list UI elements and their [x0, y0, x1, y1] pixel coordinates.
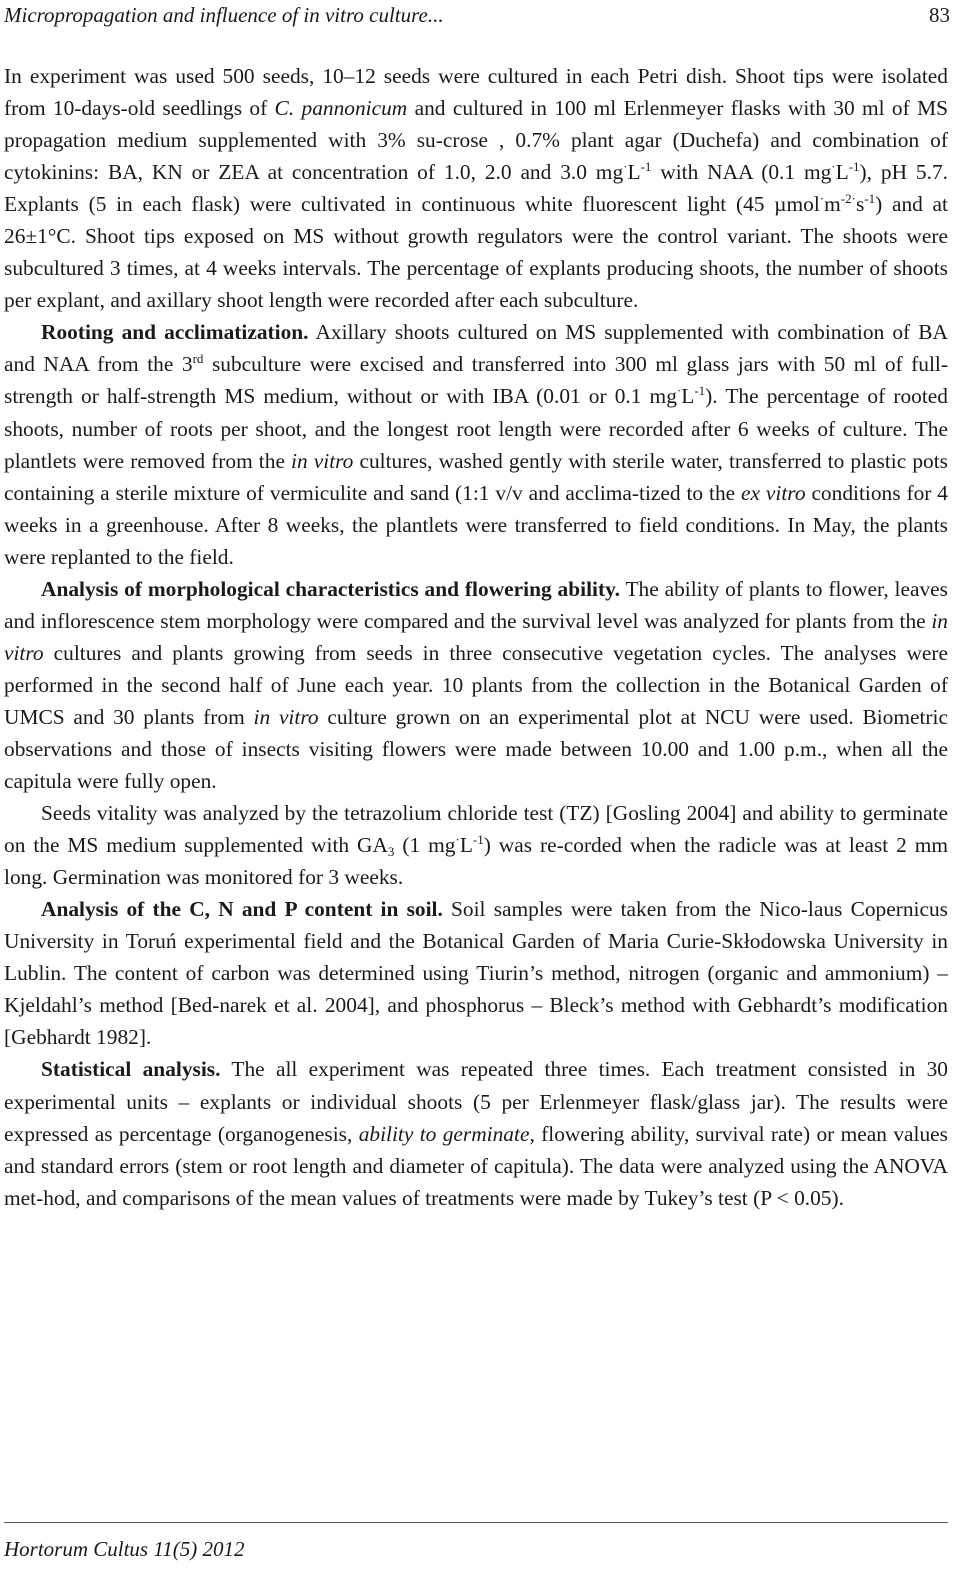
paragraph-morphology [4, 573, 948, 797]
unit-letter: m [824, 192, 841, 217]
text-run: Soil samples were taken from the Nico-laus Copernicus University in Toruń experimental field and the Botanical Garden of Maria Curie-Skłodowska University in Lublin. The content of carbon was determined using Tiurin’s method, nitrogen (organic and ammonium) – Kjeldahl’s method [Bed-narek et al. 2004], and phosphorus – Bleck’s method with Gebhardt’s modification [Gebhardt 1982]. [4, 897, 948, 1050]
unit-letter: s [855, 192, 865, 217]
unit-letter: L [835, 160, 849, 185]
text-run: The ability of plants to flower, leaves and inflorescence stem morphology were compared and the survival level was analyzed for plants from the [4, 576, 948, 633]
text-run: cultures, washed gently with sterile water, transferred to plastic pots containing a sterile mixture of vermiculite and sand (1:1 v/v and acclima-tized to the [4, 448, 948, 505]
text-run: ) was re-corded when the radicle was at least 2 mm long. Germination was monitored for 3 weeks. [4, 833, 948, 890]
text-run: flowering ability, survival rate) or mean values and standard errors (stem or root length and diameter of capitula). The data were analyzed using the ANOVA met-hod, and comparisons of the mean values of treatments were made by Tukey’s test (P < 0.05). [4, 1121, 948, 1210]
unit-mg-per-l [455, 833, 483, 857]
superscript: -1 [864, 191, 876, 207]
text-run: (1 mg [394, 833, 456, 858]
superscript: rd [192, 351, 204, 367]
text-run: with NAA (0.1 mg [651, 160, 832, 185]
text-run: conditions for 4 weeks in a greenhouse. After 8 weeks, the plantlets were transferred to field conditions. In May, the plants were replanted to the field. [4, 480, 948, 569]
superscript: -1 [472, 832, 484, 848]
dot-operator: · [819, 191, 825, 207]
unit-mg-per-l [677, 384, 705, 408]
unit-mg-per-l [831, 160, 859, 184]
section-heading-statistics: Statistical analysis. [41, 1057, 221, 1082]
italic-term: ability to germinate, [358, 1121, 535, 1146]
text-run: ) and at 26±1°C. Shoot tips exposed on MS without growth regulators were the control variant. The shoots were subcultured 3 times, at 4 weeks intervals. The percentage of explants producing shoots, the number of shoots per explant, and axillary shoot length were recorded after each subculture. [4, 192, 948, 313]
dot-operator: · [851, 191, 856, 207]
paragraph-soil [4, 893, 948, 1053]
footer-divider [4, 1522, 948, 1523]
dot-operator: · [676, 383, 682, 399]
text-run: culture grown on an experimental plot at NCU were used. Biometric observations and those of insects visiting flowers were made between 10.00 and 1.00 p.m., when all the capitula were fully open. [4, 704, 948, 794]
dot-operator: · [831, 159, 836, 175]
paragraph-rooting [4, 316, 948, 572]
text-run: The all experiment was repeated three times. Each treatment consisted in 30 experimental units – explants or individual shoots (5 per Erlenmeyer flask/glass jar). The results were expressed as percentage (organogenesis, [4, 1057, 948, 1146]
italic-term: in vitro [4, 608, 948, 665]
italic-term: in vitro [291, 448, 354, 473]
unit-letter: L [459, 833, 473, 858]
italic-term: ex vitro [741, 480, 806, 505]
italic-term: in vitro [253, 704, 319, 729]
text-run: and cultured in 100 ml Erlenmeyer flasks with 30 ml of MS propagation medium supplemented with 3% su-crose , 0.7% plant agar (Duchefa) and combination of cytokinins: BA, KN or ZEA at concentration of 1.0, 2.0 and 3.0 mg [4, 96, 948, 185]
unit-mg-per-l [623, 160, 651, 184]
superscript: -1 [694, 383, 706, 399]
section-heading-rooting: Rooting and acclimatization. [41, 320, 309, 345]
text-run: In experiment was used 500 seeds, 10–12 seeds were cultured in each Petri dish. Shoot tips were isolated from 10-days-old seedlings of [4, 64, 948, 121]
article-body [4, 60, 948, 1214]
page-number: 83 [929, 3, 950, 27]
paragraph-experiment [4, 60, 948, 316]
text-run: cultures and plants growing from seeds in three consecutive vegetation cycles. The analyses were performed in the second half of June each year. 10 plants from the collection in the Botanical Garden of UMCS and 30 plants from [4, 640, 948, 729]
superscript: -1 [640, 159, 652, 175]
section-heading-soil: Analysis of the C, N and P content in soil. [41, 897, 443, 922]
unit-letter: L [681, 384, 695, 409]
unit-letter: L [627, 160, 641, 185]
text-run: Axillary shoots cultured on MS supplemented with combination of BA and NAA from the 3 [4, 320, 948, 377]
text-run: subculture were excised and transferred into 300 ml glass jars with 50 ml of full-strength or half-strength MS medium, without or with IBA (0.01 or 0.1 mg [4, 352, 948, 409]
journal-footer: Hortorum Cultus 11(5) 2012 [4, 1537, 245, 1561]
unit-umol-m-s [820, 192, 875, 216]
dot-operator: · [455, 832, 460, 848]
paragraph-statistics [4, 1053, 948, 1213]
subscript: 3 [387, 844, 395, 860]
running-title: Micropropagation and influence of in vitro culture... [4, 3, 444, 27]
species-name: C. pannonicum [274, 96, 408, 121]
superscript: -2 [840, 191, 852, 207]
paragraph-seeds [4, 797, 948, 893]
dot-operator: · [623, 159, 628, 175]
section-heading-morphology: Analysis of morphological characteristics and flowering ability. [41, 576, 620, 601]
running-header [4, 1, 950, 29]
text-run: ), pH 5.7. Explants (5 in each flask) were cultivated in continuous white fluorescent light (45 µmol [4, 160, 948, 217]
text-run: ). The percentage of rooted shoots, number of roots per shoot, and the longest root length were recorded after 6 weeks of culture. The plantlets were removed from the [4, 384, 948, 473]
superscript: -1 [848, 159, 860, 175]
text-run: Seeds vitality was analyzed by the tetrazolium chloride test (TZ) [Gosling 2004] and ability to germinate on the MS medium supplemented with GA [4, 801, 948, 858]
